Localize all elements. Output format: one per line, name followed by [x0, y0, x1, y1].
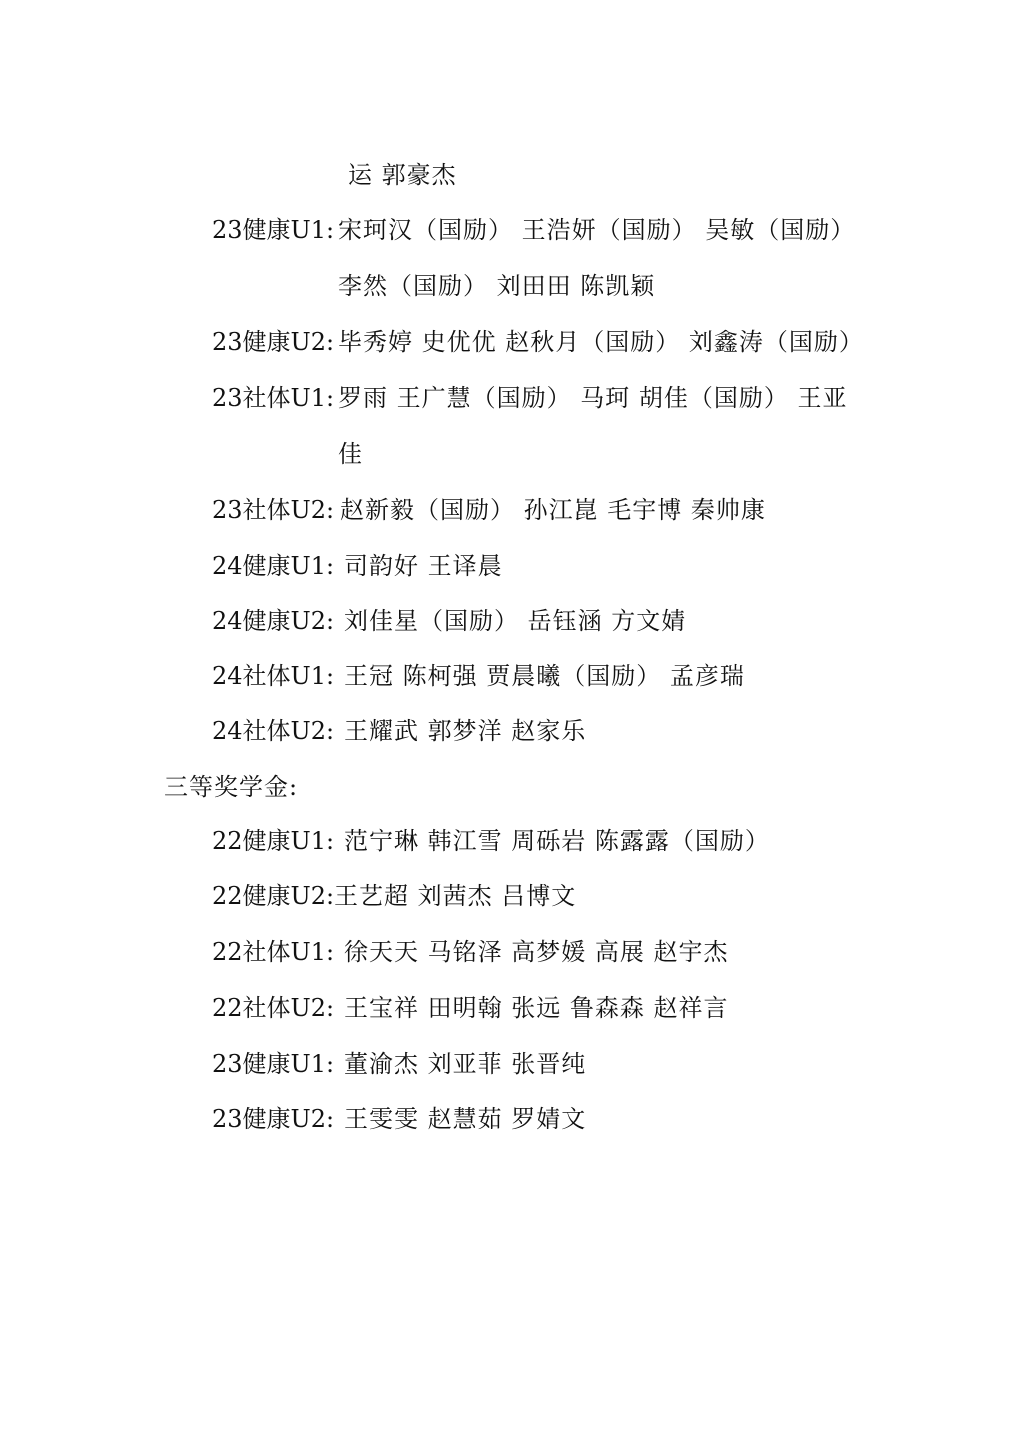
- award-names: 董渝杰 刘亚菲 张晋纯: [344, 1050, 587, 1078]
- class-label: 23社体U2:: [212, 496, 335, 524]
- class-label: 23健康U2:: [212, 1105, 335, 1133]
- award-names: 王艺超 刘茜杰 吕博文: [334, 882, 577, 910]
- class-label: 22社体U2:: [212, 994, 335, 1022]
- class-label: 24社体U2:: [212, 717, 335, 745]
- class-label: 24社体U1:: [212, 662, 335, 690]
- award-names: 王耀武 郭梦洋 赵家乐: [344, 717, 587, 745]
- award-names: 宋珂汉（国励） 王浩妍（国励） 吴敏（国励）: [338, 216, 856, 244]
- award-names: 司韵好 王译晨: [344, 552, 503, 580]
- award-names: 王冠 陈柯强 贾晨曦（国励） 孟彦瑞: [344, 662, 745, 690]
- class-label: 22社体U1:: [212, 938, 335, 966]
- class-label: 24健康U2:: [212, 607, 335, 635]
- award-names: 赵新毅（国励） 孙江崑 毛宇博 秦帅康: [340, 496, 766, 524]
- award-names: 徐天天 马铭泽 高梦媛 高展 赵宇杰: [344, 938, 729, 966]
- class-label: 23健康U2:: [212, 328, 335, 356]
- award-names: 刘佳星（国励） 岳钰涵 方文婧: [344, 607, 687, 635]
- class-label: 23社体U1:: [212, 384, 335, 412]
- continuation-line: 运 郭豪杰: [348, 161, 457, 189]
- class-label: 23健康U1:: [212, 216, 335, 244]
- class-label: 22健康U2:: [212, 882, 335, 910]
- award-names: 罗雨 王广慧（国励） 马珂 胡佳（国励） 王亚: [338, 384, 848, 412]
- award-names: 毕秀婷 史优优 赵秋月（国励） 刘鑫涛（国励）: [338, 328, 864, 356]
- award-names: 李然（国励） 刘田田 陈凯颖: [338, 272, 656, 300]
- award-names: 范宁琳 韩江雪 周砾岩 陈露露（国励）: [344, 827, 770, 855]
- class-label: 22健康U1:: [212, 827, 335, 855]
- class-label: 23健康U1:: [212, 1050, 335, 1078]
- class-label: 24健康U1:: [212, 552, 335, 580]
- section-heading: 三等奖学金:: [164, 773, 299, 801]
- award-names: 王雯雯 赵慧茹 罗婧文: [344, 1105, 587, 1133]
- award-names: 王宝祥 田明翰 张远 鲁森森 赵祥言: [344, 994, 729, 1022]
- award-names: 佳: [338, 440, 363, 468]
